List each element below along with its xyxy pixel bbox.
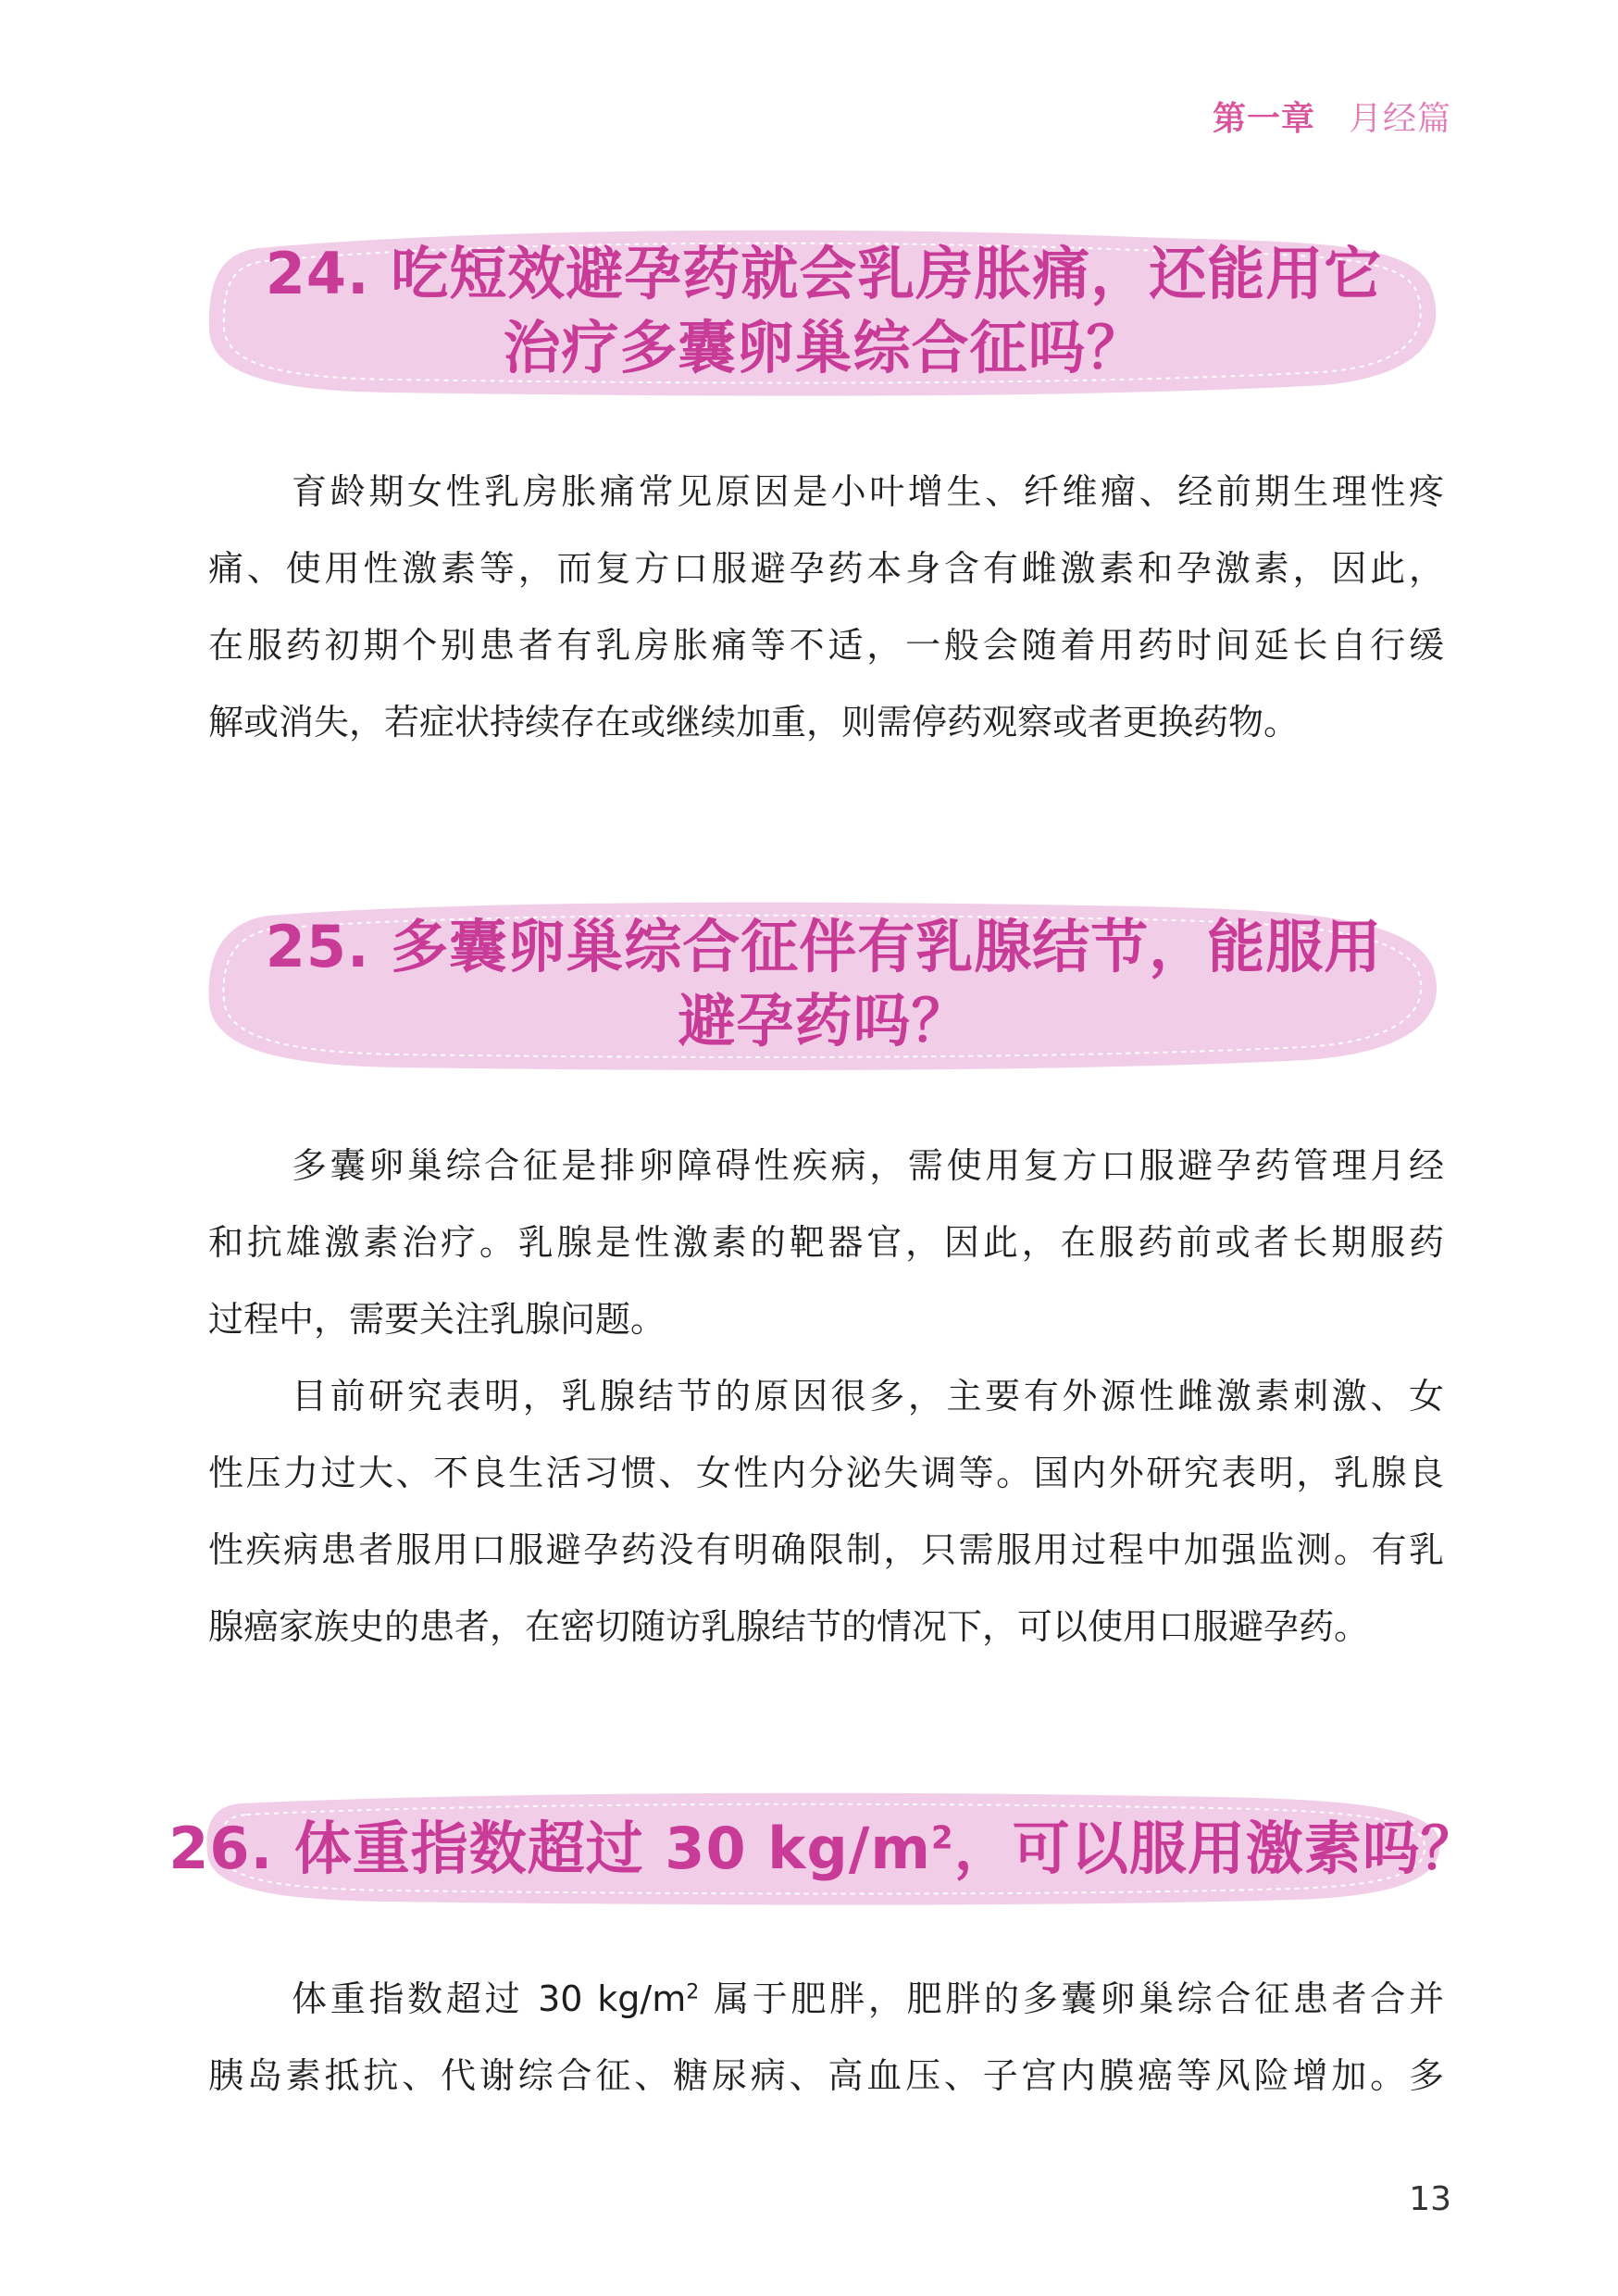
text-line-suffix: 属于肥胖，肥胖的多囊卵巢综合征患者合并 [699,1978,1444,2019]
question-26-body [208,1961,1444,2115]
page-number: 13 [1409,2180,1451,2218]
text-line: 痛、使用性激素等，而复方口服避孕药本身含有雌激素和孕激素，因此， [208,548,1444,589]
text-line: 多囊卵巢综合征是排卵障碍性疾病，需使用复方口服避孕药管理月经 [292,1145,1444,1186]
text-line: 和抗雄激素治疗。乳腺是性激素的靶器官，因此，在服药前或者长期服药 [208,1222,1444,1263]
text-line [208,1961,1444,2038]
question-25-title-line2: 避孕药吗？ [678,986,970,1054]
running-head [1213,93,1451,140]
question-26-paragraph [208,1961,1444,2115]
question-25-paragraph-1 [208,1128,1444,1358]
text-line: 过程中，需要关注乳腺问题。 [208,1299,666,1340]
question-26-title-suffix: ，可以服用激素吗？ [953,1815,1479,1883]
question-25-title [204,893,1444,1074]
text-line: 育龄期女性乳房胀痛常见原因是小叶增生、纤维瘤、经前期生理性疼 [292,471,1444,512]
text-line: 胰岛素抵抗、代谢综合征、糖尿病、高血压、子宫内膜癌等风险增加。多 [208,2055,1444,2096]
question-26-title-sup: 2 [931,1819,954,1857]
question-25-title-line1: 25. 多囊卵巢综合征伴有乳腺结节，能服用 [265,913,1383,981]
text-line: 腺癌家族史的患者，在密切随访乳腺结节的情况下，可以使用口服避孕药。 [208,1606,1370,1647]
question-26-banner [168,1789,1479,1909]
question-26-title-line [168,1812,1478,1885]
text-line: 性压力过大、不良生活习惯、女性内分泌失调等。国内外研究表明，乳腺良 [208,1453,1444,1493]
question-24-title [204,220,1444,401]
question-25-paragraph-2 [208,1358,1444,1666]
question-24-banner [204,220,1444,401]
text-line: 解或消失，若症状持续存在或继续加重，则需停药观察或者更换药物。 [208,702,1300,742]
text-line-prefix: 体重指数超过 30 kg/m [292,1978,687,2019]
question-24-paragraph [208,454,1444,761]
question-24-body [208,454,1444,761]
question-24-title-line1: 24. 吃短效避孕药就会乳房胀痛，还能用它 [265,240,1383,308]
question-25-body [208,1128,1444,1666]
running-head-section: 月经篇 [1348,100,1451,138]
question-26-title [168,1789,1479,1909]
text-line: 目前研究表明，乳腺结节的原因很多，主要有外源性雌激素刺激、女 [292,1376,1444,1416]
text-line: 性疾病患者服用口服避孕药没有明确限制，只需服用过程中加强监测。有乳 [208,1529,1444,1570]
text-line-sup: 2 [686,1980,700,2004]
running-head-chapter: 第一章 [1212,100,1315,138]
text-line: 在服药初期个别患者有乳房胀痛等不适，一般会随着用药时间延长自行缓 [208,625,1444,666]
question-25-banner [204,893,1444,1074]
question-24-title-line2: 治疗多囊卵巢综合征吗？ [503,313,1145,381]
question-26-title-prefix: 26. 体重指数超过 30 kg/m [168,1815,932,1883]
